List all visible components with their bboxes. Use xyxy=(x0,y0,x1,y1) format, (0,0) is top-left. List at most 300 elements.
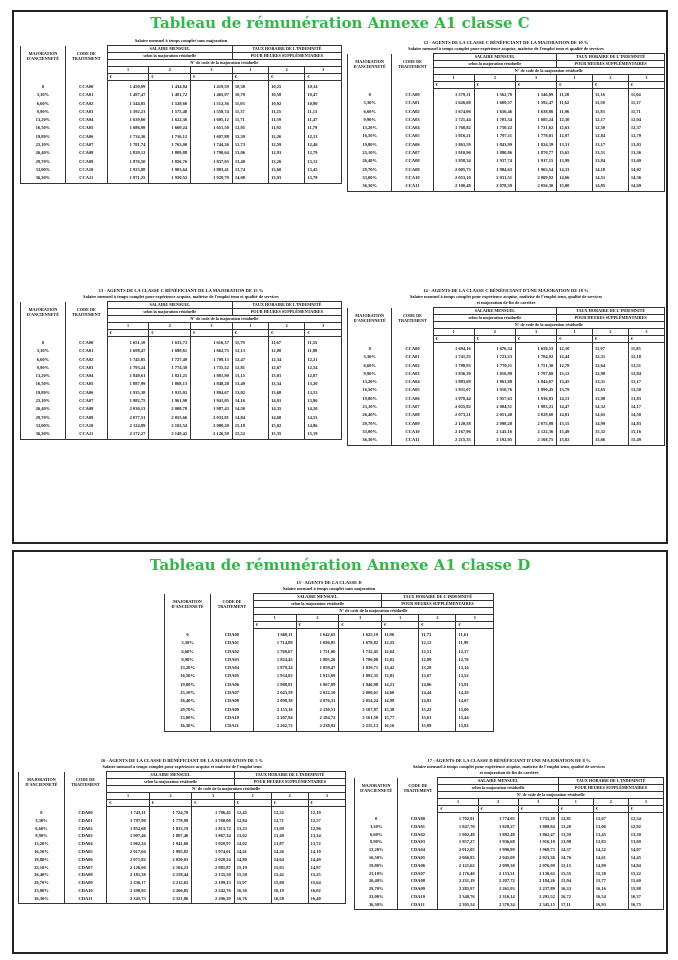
header-majoration: MAJORATION D'ANCIENNETÉ xyxy=(348,54,392,75)
salary-cell: 1 967,89 xyxy=(296,681,339,689)
salary-cell: 1 755,20 xyxy=(518,813,558,823)
code-cell: CCA03 xyxy=(392,370,433,378)
salary-cell: 1 856,76 xyxy=(149,158,191,166)
rate-cell: 13,20 xyxy=(558,823,593,831)
rate-cell: 11,37 xyxy=(232,108,268,116)
header-salaire: SALAIRE MENSUEL xyxy=(107,46,232,53)
pay-table xyxy=(20,45,342,184)
code-cell: CCA02 xyxy=(392,362,433,370)
rate-cell: 15,22 xyxy=(419,706,456,714)
rate-cell: 13,82 xyxy=(232,389,268,397)
salary-cell: 1 941,60 xyxy=(149,840,192,848)
table-row xyxy=(165,689,494,697)
salary-cell: 1 639,60 xyxy=(107,116,149,124)
code-cell: CDA03 xyxy=(398,838,438,846)
rate-cell: 12,45 xyxy=(234,807,271,817)
majoration-cell: 0 xyxy=(21,81,66,92)
code-cell: CCA08 xyxy=(65,405,107,413)
rate-cell: 16,58 xyxy=(271,895,308,903)
rate-cell: 12,50 xyxy=(593,124,629,132)
salary-cell: 1 419,59 xyxy=(191,81,233,92)
majoration-cell: 19,80% xyxy=(355,862,398,870)
salary-cell: 1 546,09 xyxy=(515,89,556,100)
salary-cell: 2 023,36 xyxy=(518,854,558,862)
rate-cell: 13,17 xyxy=(593,141,629,149)
salary-cell: 1 890,86 xyxy=(474,149,515,157)
code-cell: CCA02 xyxy=(392,108,433,116)
rate-cell: 14,35 xyxy=(269,405,305,413)
rate-cell: 15,19 xyxy=(234,864,271,872)
rate-cell: 13,03 xyxy=(382,656,419,664)
code-cell: CDA10 xyxy=(211,714,254,722)
euro-sign: € xyxy=(271,800,308,807)
salary-cell: 2 073,21 xyxy=(433,411,474,419)
salary-cell: 1 824,39 xyxy=(515,141,556,149)
table-row xyxy=(355,862,664,870)
salary-cell: 2 135,50 xyxy=(192,871,235,879)
salary-cell: 2 238,92 xyxy=(296,722,339,731)
rate-cell: 14,16 xyxy=(232,397,268,405)
table-row xyxy=(348,166,665,174)
rate-cell: 13,65 xyxy=(557,149,593,157)
rate-cell: 11,13 xyxy=(305,108,342,116)
salary-cell: 1 847,70 xyxy=(438,823,478,831)
euro-sign: € xyxy=(149,74,191,81)
rate-cell: 13,30 xyxy=(628,831,663,839)
rate-cell: 15,99 xyxy=(419,722,456,731)
rate-cell: 11,28 xyxy=(557,89,593,100)
rate-cell: 15,80 xyxy=(271,879,308,887)
rate-cell: 15,61 xyxy=(419,714,456,722)
rate-cell: 11,83 xyxy=(593,108,629,116)
salary-cell: 2 291,52 xyxy=(518,893,558,901)
salary-cell: 2 184,72 xyxy=(296,714,339,722)
rate-cell: 14,01 xyxy=(269,397,305,405)
rate-cell: 12,44 xyxy=(557,353,593,361)
salary-cell: 2 207,94 xyxy=(253,714,296,722)
salary-cell: 1 929,79 xyxy=(191,174,233,183)
rate-cell: 10,92 xyxy=(269,100,305,108)
rate-cell: 14,85 xyxy=(593,182,629,191)
salary-cell: 1 616,37 xyxy=(191,337,233,348)
salary-cell: 2 172,27 xyxy=(107,430,149,439)
code-cell: CCA09 xyxy=(392,420,433,428)
code-cell: CDA06 xyxy=(211,681,254,689)
table-row xyxy=(165,681,494,689)
rate-cell: 13,45 xyxy=(593,831,628,839)
majoration-cell: 6,60% xyxy=(355,831,398,839)
table-row xyxy=(19,864,346,872)
code-cell: CDA03 xyxy=(64,832,107,840)
rate-cell: 13,20 xyxy=(305,380,342,388)
table-row xyxy=(355,870,664,878)
rate-cell: 12,51 xyxy=(419,648,456,656)
euro-sign: € xyxy=(456,622,494,629)
table-row xyxy=(348,99,665,107)
code-cell: CDA11 xyxy=(64,895,107,903)
majoration-cell: 6,60% xyxy=(21,356,66,364)
salary-cell: 1 579,31 xyxy=(433,89,474,100)
majoration-cell: 29,70% xyxy=(19,879,65,887)
salary-cell: 2 237,89 xyxy=(518,885,558,893)
salary-cell: 1 882,48 xyxy=(478,831,518,839)
rate-cell: 15,44 xyxy=(456,714,494,722)
table-c-base xyxy=(20,38,342,184)
rate-cell: 12,71 xyxy=(271,817,308,825)
salary-cell: 1 751,06 xyxy=(296,648,339,656)
table-row xyxy=(21,133,342,141)
table-row xyxy=(19,879,346,887)
rate-cell: 10,47 xyxy=(305,91,342,99)
salary-cell: 2 043,59 xyxy=(253,689,296,697)
majoration-cell: 16,50% xyxy=(348,132,392,140)
rate-cell: 15,02 xyxy=(269,422,305,430)
rate-cell: 13,52 xyxy=(456,672,494,680)
majoration-cell: 33,00% xyxy=(348,428,392,436)
salary-cell: 1 642,65 xyxy=(296,629,339,640)
rate-cell: 12,04 xyxy=(628,116,664,124)
salary-cell: 1 844,07 xyxy=(515,378,556,386)
salary-cell: 2 153,51 xyxy=(478,870,518,878)
euro-sign: € xyxy=(558,806,593,813)
majoration-cell: 36,30% xyxy=(348,436,392,445)
majoration-cell: 36,30% xyxy=(19,895,65,903)
rate-cell: 13,17 xyxy=(628,378,664,386)
table-subheading: Salaire mensuel à temps complet pour expérience acquise, maîtrise de l'emploi tenu et qualité de services xyxy=(408,46,604,51)
salary-cell: 2 077,51 xyxy=(107,414,149,422)
salary-cell: 1 704,92 xyxy=(515,353,556,361)
rate-cell: 16,72 xyxy=(558,893,593,901)
salary-cell: 1 497,47 xyxy=(107,91,149,99)
euro-sign: € xyxy=(107,330,149,337)
majoration-cell: 0 xyxy=(21,337,66,348)
code-cell: CDA11 xyxy=(211,722,254,731)
table-subheading: Salaire mensuel à temps complet pour expérience acquise et maîtrise de l'emploi tenu xyxy=(102,764,262,769)
salary-cell: 2 184,26 xyxy=(518,877,558,885)
euro-sign: € xyxy=(149,330,191,337)
rate-cell: 13,14 xyxy=(456,664,494,672)
rate-cell: 12,63 xyxy=(557,124,593,132)
majoration-cell: 16,50% xyxy=(19,848,65,856)
salary-cell: 1 971,25 xyxy=(107,174,149,183)
rate-cell: 13,09 xyxy=(271,825,308,833)
rate-cell: 14,64 xyxy=(271,856,308,864)
salary-cell: 1 797,68 xyxy=(515,370,556,378)
salary-cell: 1 852,68 xyxy=(107,825,150,833)
table-row xyxy=(348,89,665,100)
salary-cell: 1 883,69 xyxy=(433,378,474,386)
majoration-cell: 23,10% xyxy=(348,403,392,411)
rate-cell: 11,88 xyxy=(305,347,342,355)
code-cell: CCA04 xyxy=(65,372,107,380)
rate-cell: 13,99 xyxy=(557,157,593,165)
rate-cell: 13,31 xyxy=(557,141,593,149)
header-numero: N° de code de la majoration résiduelle xyxy=(433,68,664,75)
salary-cell: 1 558,74 xyxy=(191,108,233,116)
column-number: 3 xyxy=(308,793,345,800)
pay-table xyxy=(347,53,665,192)
rate-cell: 11,50 xyxy=(593,99,629,107)
rate-cell: 15,38 xyxy=(382,706,419,714)
code-cell: CDA02 xyxy=(211,648,254,656)
salary-cell: 2 181,38 xyxy=(107,871,150,879)
salary-cell: 1 724,78 xyxy=(149,807,192,817)
table-row xyxy=(165,706,494,714)
code-cell: CDA09 xyxy=(398,885,438,893)
rate-cell: 15,49 xyxy=(557,428,593,436)
majoration-cell: 23,10% xyxy=(355,870,398,878)
majoration-cell: 9,90% xyxy=(165,656,211,664)
table-row xyxy=(348,420,665,428)
salary-cell: 2 098,28 xyxy=(474,420,515,428)
code-cell: CDA09 xyxy=(64,879,107,887)
salary-cell: 1 870,77 xyxy=(515,149,556,157)
table-row xyxy=(355,823,664,831)
header-numero: N° de code de la majoration résiduelle xyxy=(107,316,341,323)
rate-cell: 12,13 xyxy=(305,133,342,141)
code-cell: CDA00 xyxy=(64,807,107,817)
salary-cell: 1 957,27 xyxy=(438,838,478,846)
column-number: 1 xyxy=(433,329,474,336)
salary-cell: 1 988,81 xyxy=(253,681,296,689)
salary-cell: 1 863,88 xyxy=(474,378,515,386)
euro-sign: € xyxy=(191,330,233,337)
rate-cell: 15,25 xyxy=(308,871,345,879)
majoration-cell: 0 xyxy=(19,807,65,817)
salary-cell: 2 076,99 xyxy=(518,862,558,870)
rate-cell: 15,16 xyxy=(628,428,664,436)
rate-cell: 15,38 xyxy=(593,870,628,878)
rate-cell: 11,37 xyxy=(628,99,664,107)
table-row xyxy=(348,149,665,157)
rate-cell: 13,23 xyxy=(234,825,271,833)
salary-cell: 2 025,82 xyxy=(433,403,474,411)
salary-cell: 2 158,44 xyxy=(149,871,192,879)
rate-cell: 14,20 xyxy=(305,405,342,413)
table-row xyxy=(348,132,665,140)
rate-cell: 12,10 xyxy=(557,343,593,354)
column-number: 3 xyxy=(192,793,235,800)
header-salaire: SALAIRE MENSUEL xyxy=(438,778,558,785)
table-row xyxy=(21,405,342,413)
pay-table xyxy=(18,771,346,904)
salary-cell: 1 706,45 xyxy=(192,807,235,817)
salary-cell: 1 660,11 xyxy=(253,629,296,640)
salary-cell: 1 622,36 xyxy=(149,116,191,124)
euro-sign: € xyxy=(191,74,233,81)
salary-cell: 1 592,23 xyxy=(107,108,149,116)
rate-cell: 14,60 xyxy=(382,689,419,697)
majoration-cell: 29,70% xyxy=(355,885,398,893)
rate-cell: 12,46 xyxy=(305,141,342,149)
code-cell: CCA05 xyxy=(65,380,107,388)
title-classe-c: Tableau de rémunération Annexe A1 classe C xyxy=(150,14,530,32)
salary-cell: 1 867,34 xyxy=(192,832,235,840)
column-number: 3 xyxy=(305,67,342,74)
rate-cell: 13,28 xyxy=(419,664,456,672)
salary-cell: 1 512,36 xyxy=(191,100,233,108)
majoration-cell: 3,30% xyxy=(21,91,66,99)
rate-cell: 14,22 xyxy=(593,846,628,854)
salary-cell: 1 696,85 xyxy=(296,639,339,647)
rate-cell: 14,99 xyxy=(593,420,629,428)
majoration-cell: 36,30% xyxy=(21,174,66,183)
salary-cell: 1 797,90 xyxy=(107,817,150,825)
salary-cell: 1 727,49 xyxy=(149,356,191,364)
majoration-cell: 16,50% xyxy=(165,672,211,680)
code-cell: CDA08 xyxy=(211,697,254,705)
rate-cell: 14,65 xyxy=(593,411,629,419)
salary-cell: 1 893,35 xyxy=(339,672,382,680)
table-row xyxy=(165,672,494,680)
table-row xyxy=(21,108,342,116)
header-salaire-sub: selon la majoration résiduelle xyxy=(107,309,232,316)
rate-cell: 14,08 xyxy=(232,174,268,183)
salary-cell: 1 676,34 xyxy=(474,343,515,354)
rate-cell: 13,53 xyxy=(305,389,342,397)
rate-cell: 13,48 xyxy=(271,832,308,840)
rate-cell: 14,47 xyxy=(557,403,593,411)
rate-cell: 16,16 xyxy=(382,722,419,731)
rate-cell: 13,01 xyxy=(269,372,305,380)
table-row xyxy=(355,901,664,909)
rate-cell: 16,76 xyxy=(234,895,271,903)
column-number: 1 xyxy=(557,329,593,336)
salary-cell: 1 920,97 xyxy=(192,840,235,848)
majoration-cell: 9,90% xyxy=(21,108,66,116)
salary-cell: 1 828,27 xyxy=(478,823,518,831)
table-row xyxy=(355,877,664,885)
salary-cell: 2 099,30 xyxy=(478,862,518,870)
rate-cell: 14,68 xyxy=(269,414,305,422)
euro-sign: € xyxy=(232,74,268,81)
salary-cell: 2 080,20 xyxy=(191,422,233,430)
rate-cell: 15,00 xyxy=(557,182,593,191)
rate-cell: 13,06 xyxy=(593,823,628,831)
rate-cell: 13,98 xyxy=(593,395,629,403)
rate-cell: 12,97 xyxy=(557,132,593,140)
salary-cell: 1 937,74 xyxy=(474,157,515,165)
header-code: CODE DE TRAITEMENT xyxy=(65,302,107,323)
salary-cell: 1 694,16 xyxy=(433,343,474,354)
rate-cell: 15,49 xyxy=(628,436,664,445)
majoration-cell: 36,30% xyxy=(21,430,66,439)
salary-cell: 2 028,24 xyxy=(192,856,235,864)
majoration-cell: 13,20% xyxy=(348,378,392,386)
code-cell: CCA09 xyxy=(392,166,433,174)
salary-cell: 2 130,51 xyxy=(296,706,339,714)
rate-cell: 14,18 xyxy=(593,166,629,174)
majoration-cell: 29,70% xyxy=(165,706,211,714)
code-cell: CCA07 xyxy=(65,141,107,149)
header-salaire-sub: selon la majoration résiduelle xyxy=(253,601,381,608)
salary-cell: 1 651,50 xyxy=(191,124,233,132)
rate-cell: 14,53 xyxy=(305,414,342,422)
header-salaire-sub: selon la majoration résiduelle xyxy=(107,53,232,60)
euro-sign: € xyxy=(305,74,342,81)
header-salaire: SALAIRE MENSUEL xyxy=(433,54,557,61)
rate-cell: 14,83 xyxy=(419,697,456,705)
salary-cell: 1 957,63 xyxy=(474,395,515,403)
rate-cell: 14,10 xyxy=(308,848,345,856)
salary-cell: 1 778,99 xyxy=(149,817,192,825)
column-number: 1 xyxy=(107,793,150,800)
salary-cell: 2 000,61 xyxy=(339,689,382,697)
table-row xyxy=(21,372,342,380)
salary-cell: 1 662,75 xyxy=(191,347,233,355)
header-taux: TAUX HORAIRE DE L'INDEMNITÉ xyxy=(232,302,341,309)
header-taux-sub: POUR HEURES SUPPLÉMENTAIRES xyxy=(232,309,341,316)
rate-cell: 12,64 xyxy=(382,648,419,656)
table-row xyxy=(348,108,665,116)
table-row xyxy=(165,629,494,640)
salary-cell: 1 790,64 xyxy=(191,149,233,157)
code-cell: CCA05 xyxy=(65,124,107,132)
majoration-cell: 9,90% xyxy=(21,364,66,372)
salary-cell: 1 969,73 xyxy=(518,846,558,854)
rate-cell: 11,04 xyxy=(628,89,664,100)
table-c-10 xyxy=(347,40,665,192)
euro-sign: € xyxy=(419,622,456,629)
salary-cell: 1 887,40 xyxy=(149,832,192,840)
salary-cell: 1 946,98 xyxy=(339,681,382,689)
euro-sign: € xyxy=(515,336,556,343)
rate-cell: 14,51 xyxy=(593,174,629,182)
majoration-cell: 19,80% xyxy=(348,141,392,149)
majoration-cell: 6,60% xyxy=(165,648,211,656)
majoration-cell: 29,70% xyxy=(21,158,66,166)
salary-cell: 1 755,52 xyxy=(191,364,233,372)
code-cell: CDA07 xyxy=(64,864,107,872)
salary-cell: 1 868,13 xyxy=(149,380,191,388)
table-row xyxy=(348,182,665,191)
rate-cell: 14,07 xyxy=(628,846,663,854)
table-row xyxy=(21,141,342,149)
salary-cell: 2 054,24 xyxy=(339,697,382,705)
euro-sign: € xyxy=(253,622,296,629)
rate-cell: 14,99 xyxy=(382,697,419,705)
rate-cell: 15,22 xyxy=(628,870,663,878)
majoration-cell: 6,60% xyxy=(19,825,65,833)
salary-cell: 1 950,52 xyxy=(149,174,191,183)
rate-cell: 12,21 xyxy=(305,356,342,364)
rate-cell: 11,96 xyxy=(557,108,593,116)
salary-cell: 1 836,30 xyxy=(433,370,474,378)
code-cell: CDA11 xyxy=(398,901,438,909)
code-cell: CDA03 xyxy=(211,656,254,664)
code-cell: CDA01 xyxy=(64,817,107,825)
majoration-cell: 23,10% xyxy=(348,149,392,157)
table-row xyxy=(21,364,342,372)
column-number: 3 xyxy=(628,799,663,806)
rate-cell: 15,60 xyxy=(628,877,663,885)
majoration-cell: 6,60% xyxy=(348,108,392,116)
rate-cell: 15,55 xyxy=(558,870,593,878)
salary-cell: 1 788,93 xyxy=(433,362,474,370)
rate-cell: 12,51 xyxy=(628,362,664,370)
salary-cell: 1 732,45 xyxy=(339,648,382,656)
table-row xyxy=(355,846,664,854)
salary-cell: 1 962,24 xyxy=(107,840,150,848)
table-heading: 17 - AGENTS DE LA CLASSE D BÉNÉFICIANT D'UNE MAJORATION DE 8 % xyxy=(427,758,591,763)
code-cell: CDA01 xyxy=(398,823,438,831)
column-number: 3 xyxy=(191,67,233,74)
salary-cell: 1 716,12 xyxy=(149,133,191,141)
salary-cell: 1 450,09 xyxy=(107,81,149,92)
code-cell: CCA06 xyxy=(65,389,107,397)
salary-cell: 2 005,73 xyxy=(433,166,474,174)
code-cell: CDA07 xyxy=(211,689,254,697)
